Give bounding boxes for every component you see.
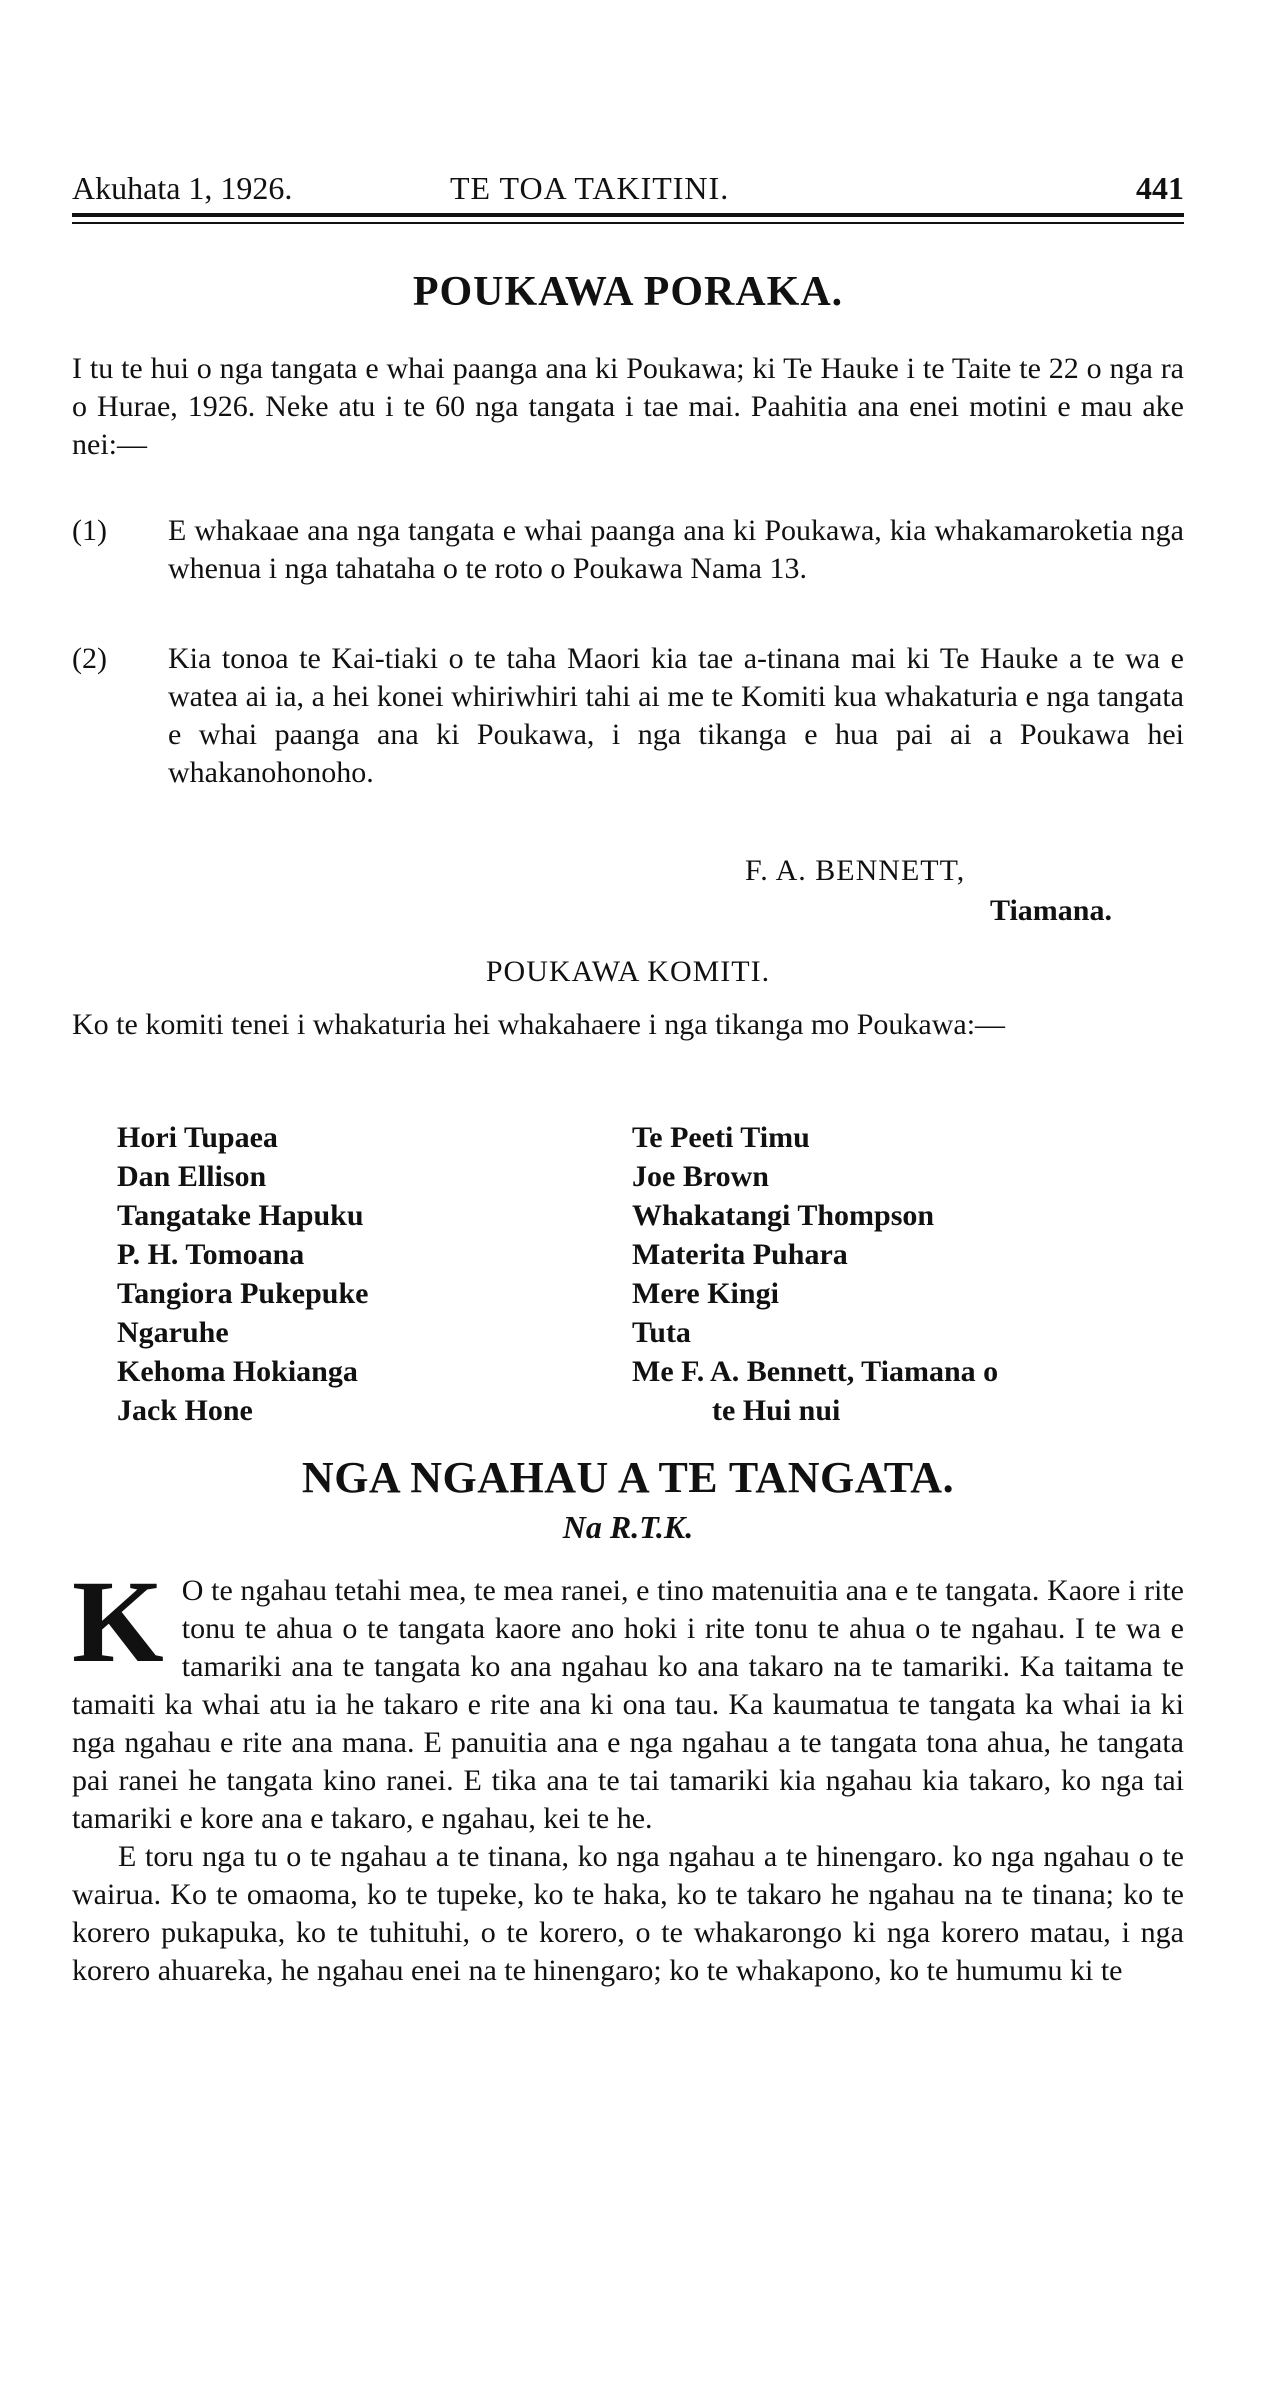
member-name: Tuta [632,1316,691,1349]
member-name: Mere Kingi [632,1277,779,1310]
poukawa-heading: POUKAWA PORAKA. [412,269,844,315]
member-name: Ngaruhe [117,1316,229,1349]
signature-name: F. A. BENNETT, [745,854,966,887]
member-name: Tangiora Pukepuke [117,1277,369,1310]
member-name: Dan Ellison [117,1160,267,1193]
member-name: Whakatangi Thompson [632,1199,935,1232]
ngahau-heading: NGA NGAHAU A TE TANGATA. [301,1453,955,1502]
motion-2 [72,640,1184,792]
member-name: te Hui nui [712,1394,841,1427]
member-name: P. H. Tomoana [117,1238,305,1271]
header-date: Akuhata 1, 1926. [72,170,293,206]
byline: Na R.T.K. [562,1509,694,1545]
member-name: Kehoma Hokianga [117,1355,358,1388]
member-name: Tangatake Hapuku [117,1199,364,1232]
signature-role: Tiamana. [990,894,1112,927]
header-rule-thick [72,213,1184,217]
member-name: Materita Puhara [632,1238,848,1271]
members-right-column [632,1118,998,1430]
motion-2-number: (2) [72,642,107,675]
members-left-column [117,1118,368,1430]
member-name: Joe Brown [632,1160,769,1193]
member-name: Jack Hone [117,1394,253,1427]
motion-2-text: Kia tonoa te Kai-tiaki o te taha Maori kia tae a-tinana mai ki Te Hauke a te wa e watea ai ia, a hei konei whiriwhiri tahi ai me te Komiti kua whakaturia e nga tangata e whai paanga ana ki Poukawa, i nga tikanga e hua pai ai a Poukawa hei whakanohonoho. [168,642,1184,789]
member-name: Te Peeti Timu [632,1121,810,1154]
drop-cap: K [72,1556,164,1687]
poukawa-intro: I tu te hui o nga tangata e whai paanga ana ki Poukawa; ki Te Hauke i te Taite te 22 o nga ra o Hurae, 1926. Neke atu i te 60 nga tangata i tae mai. Paahitia ana enei motini e mau ake nei:— [72,352,1184,461]
page-number: 441 [1136,170,1184,206]
header-rule-thin [72,222,1184,224]
motion-1-text: E whakaae ana nga tangata e whai paanga ana ki Poukawa, kia whakamaroketia nga whenua i nga tahataha o te roto o Poukawa Nama 13. [168,514,1184,585]
running-head [72,168,1184,208]
komiti-intro: Ko te komiti tenei i whakaturia hei whakahaere i nga tikanga mo Poukawa:— [72,1008,1006,1041]
member-name: Me F. A. Bennett, Tiamana o [632,1355,999,1388]
komiti-heading: POUKAWA KOMITI. [485,955,771,988]
header-title: TE TOA TAKITINI. [450,170,730,206]
motion-1-number: (1) [72,514,107,547]
motion-1 [72,512,1184,588]
article-body [72,1556,1184,1990]
article-paragraph-2: E toru nga tu o te ngahau a te tinana, ko nga ngahau a te hinengaro. ko nga ngahau o te wairua. Ko te omaoma, ko te tupeke, ko te haka, ko te takaro he ngahau na te tinana; ko te korero pukapuka, ko te tuhituhi, o te korero, o te whakarongo ki nga korero matau, i nga korero ahuareka, he ngahau enei na te hinengaro; ko te whakapono, ko te humumu ki te [72,1840,1184,1987]
article-paragraph-1: O te ngahau tetahi mea, te mea ranei, e tino matenuitia ana e te tangata. Kaore i rite tonu te ahua o te tangata kaore ano hoki i rite tonu te ahua o te ngahau. I te wa e tamariki ana te tangata ko ana ngahau ko ana takaro na te tamariki. Ka taitama te tamaiti ka whai atu ia he takaro e rite ana ki ona tau. Ka kaumatua te tangata ka whai ia ki nga ngahau e rite ana mana. E panuitia ana e nga ngahau a te tangata tona ahua, he tangata pai ranei he tangata kino ranei. E tika ana te tai tamariki kia ngahau kia takaro, ko nga tai tamariki e kore ana e takaro, e ngahau, kei te he. [72,1574,1184,1835]
member-name: Hori Tupaea [117,1121,278,1154]
